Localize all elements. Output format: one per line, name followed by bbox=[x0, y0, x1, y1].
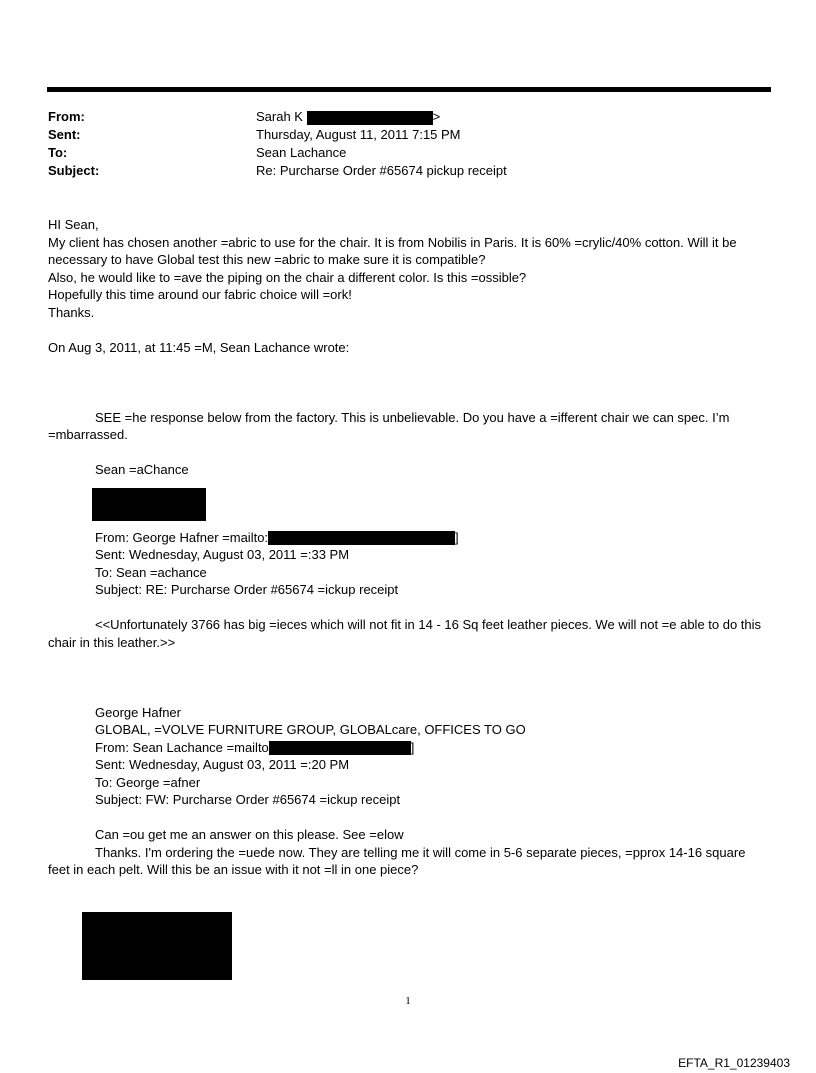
from-name: Sarah K bbox=[256, 109, 303, 124]
from-row bbox=[48, 108, 768, 126]
fwd-sent: Sent: Wednesday, August 03, 2011 =:20 PM bbox=[95, 757, 350, 772]
subject-row bbox=[48, 162, 768, 180]
signature-company: GLOBAL, =VOLVE FURNITURE GROUP, GLOBALcare, OFFICES TO GO bbox=[95, 722, 526, 737]
body-paragraph: Thanks. bbox=[48, 304, 95, 320]
redaction-box bbox=[269, 741, 411, 755]
document-id: EFTA_R1_01239403 bbox=[678, 1056, 790, 1070]
page-number: 1 bbox=[405, 995, 411, 1007]
sent-value: Thursday, August 11, 2011 7:15 PM bbox=[256, 127, 461, 142]
fwd-from-close: ] bbox=[455, 529, 459, 545]
sent-label: Sent: bbox=[48, 127, 81, 142]
email-body bbox=[48, 216, 770, 879]
redaction-box bbox=[307, 111, 433, 125]
fwd-from-text: From: George Hafner =mailto: bbox=[95, 529, 269, 545]
header-rule bbox=[47, 87, 771, 92]
from-value bbox=[256, 108, 440, 126]
greeting: HI Sean, bbox=[48, 217, 99, 232]
fwd-sent: Sent: Wednesday, August 03, 2011 =:33 PM bbox=[95, 547, 350, 562]
fwd-to: To: George =afner bbox=[95, 774, 201, 790]
to-row bbox=[48, 144, 768, 162]
fwd-message: Thanks. I'm ordering the =uede now. They are telling me it will come in 5-6 separate pieces, =pprox 14-16 square feet in each pelt. Will this be an issue with it not =ll in one piece? bbox=[48, 844, 746, 877]
quoted-message: SEE =he response below from the factory. This is unbelievable. Do you have a =ifferent chair we can spec. I’m =mbarrassed. bbox=[48, 409, 730, 442]
fwd-message: Can =ou get me an answer on this please. See =elow bbox=[95, 827, 404, 842]
quote-intro: On Aug 3, 2011, at 11:45 =M, Sean Lachance wrote: bbox=[48, 339, 350, 355]
fwd-from bbox=[48, 739, 770, 757]
factory-response: <<Unfortunately 3766 has big =ieces which will not fit in 14 - 16 Sq feet leather pieces. We will not =e able to do this chair in this leather.>> bbox=[48, 617, 762, 650]
signature-name: Sean =aChance bbox=[95, 462, 189, 477]
redaction-box bbox=[268, 531, 455, 545]
email-header bbox=[48, 108, 768, 180]
body-paragraph: My client has chosen another =abric to use for the chair. It is from Nobilis in Paris. It is 60% =crylic/40% cotton. Will it be necessary to have Global test this new =abric to make sure it is compatible? bbox=[48, 234, 737, 267]
from-label: From: bbox=[48, 109, 85, 124]
subject-value: Re: Purcharse Order #65674 pickup receipt bbox=[256, 163, 507, 178]
signature-name: George Hafner bbox=[95, 704, 181, 720]
body-paragraph: Also, he would like to =ave the piping on the chair a different color. Is this =ossible? bbox=[48, 269, 527, 285]
fwd-to: To: Sean =achance bbox=[95, 564, 207, 580]
subject-label: Subject: bbox=[48, 163, 100, 178]
sent-row bbox=[48, 126, 768, 144]
fwd-from bbox=[48, 529, 770, 547]
fwd-subject: Subject: RE: Purcharse Order #65674 =ickup receipt bbox=[95, 582, 399, 597]
redaction-block bbox=[82, 912, 232, 980]
redaction-block bbox=[92, 488, 206, 521]
from-close: > bbox=[432, 109, 441, 124]
to-value: Sean Lachance bbox=[256, 145, 347, 160]
fwd-from-text: From: Sean Lachance =mailto bbox=[95, 739, 269, 755]
fwd-subject: Subject: FW: Purcharse Order #65674 =ickup receipt bbox=[95, 792, 401, 807]
to-label: To: bbox=[48, 145, 68, 160]
body-paragraph: Hopefully this time around our fabric choice will =ork! bbox=[48, 287, 352, 302]
fwd-from-close: ] bbox=[410, 739, 415, 755]
